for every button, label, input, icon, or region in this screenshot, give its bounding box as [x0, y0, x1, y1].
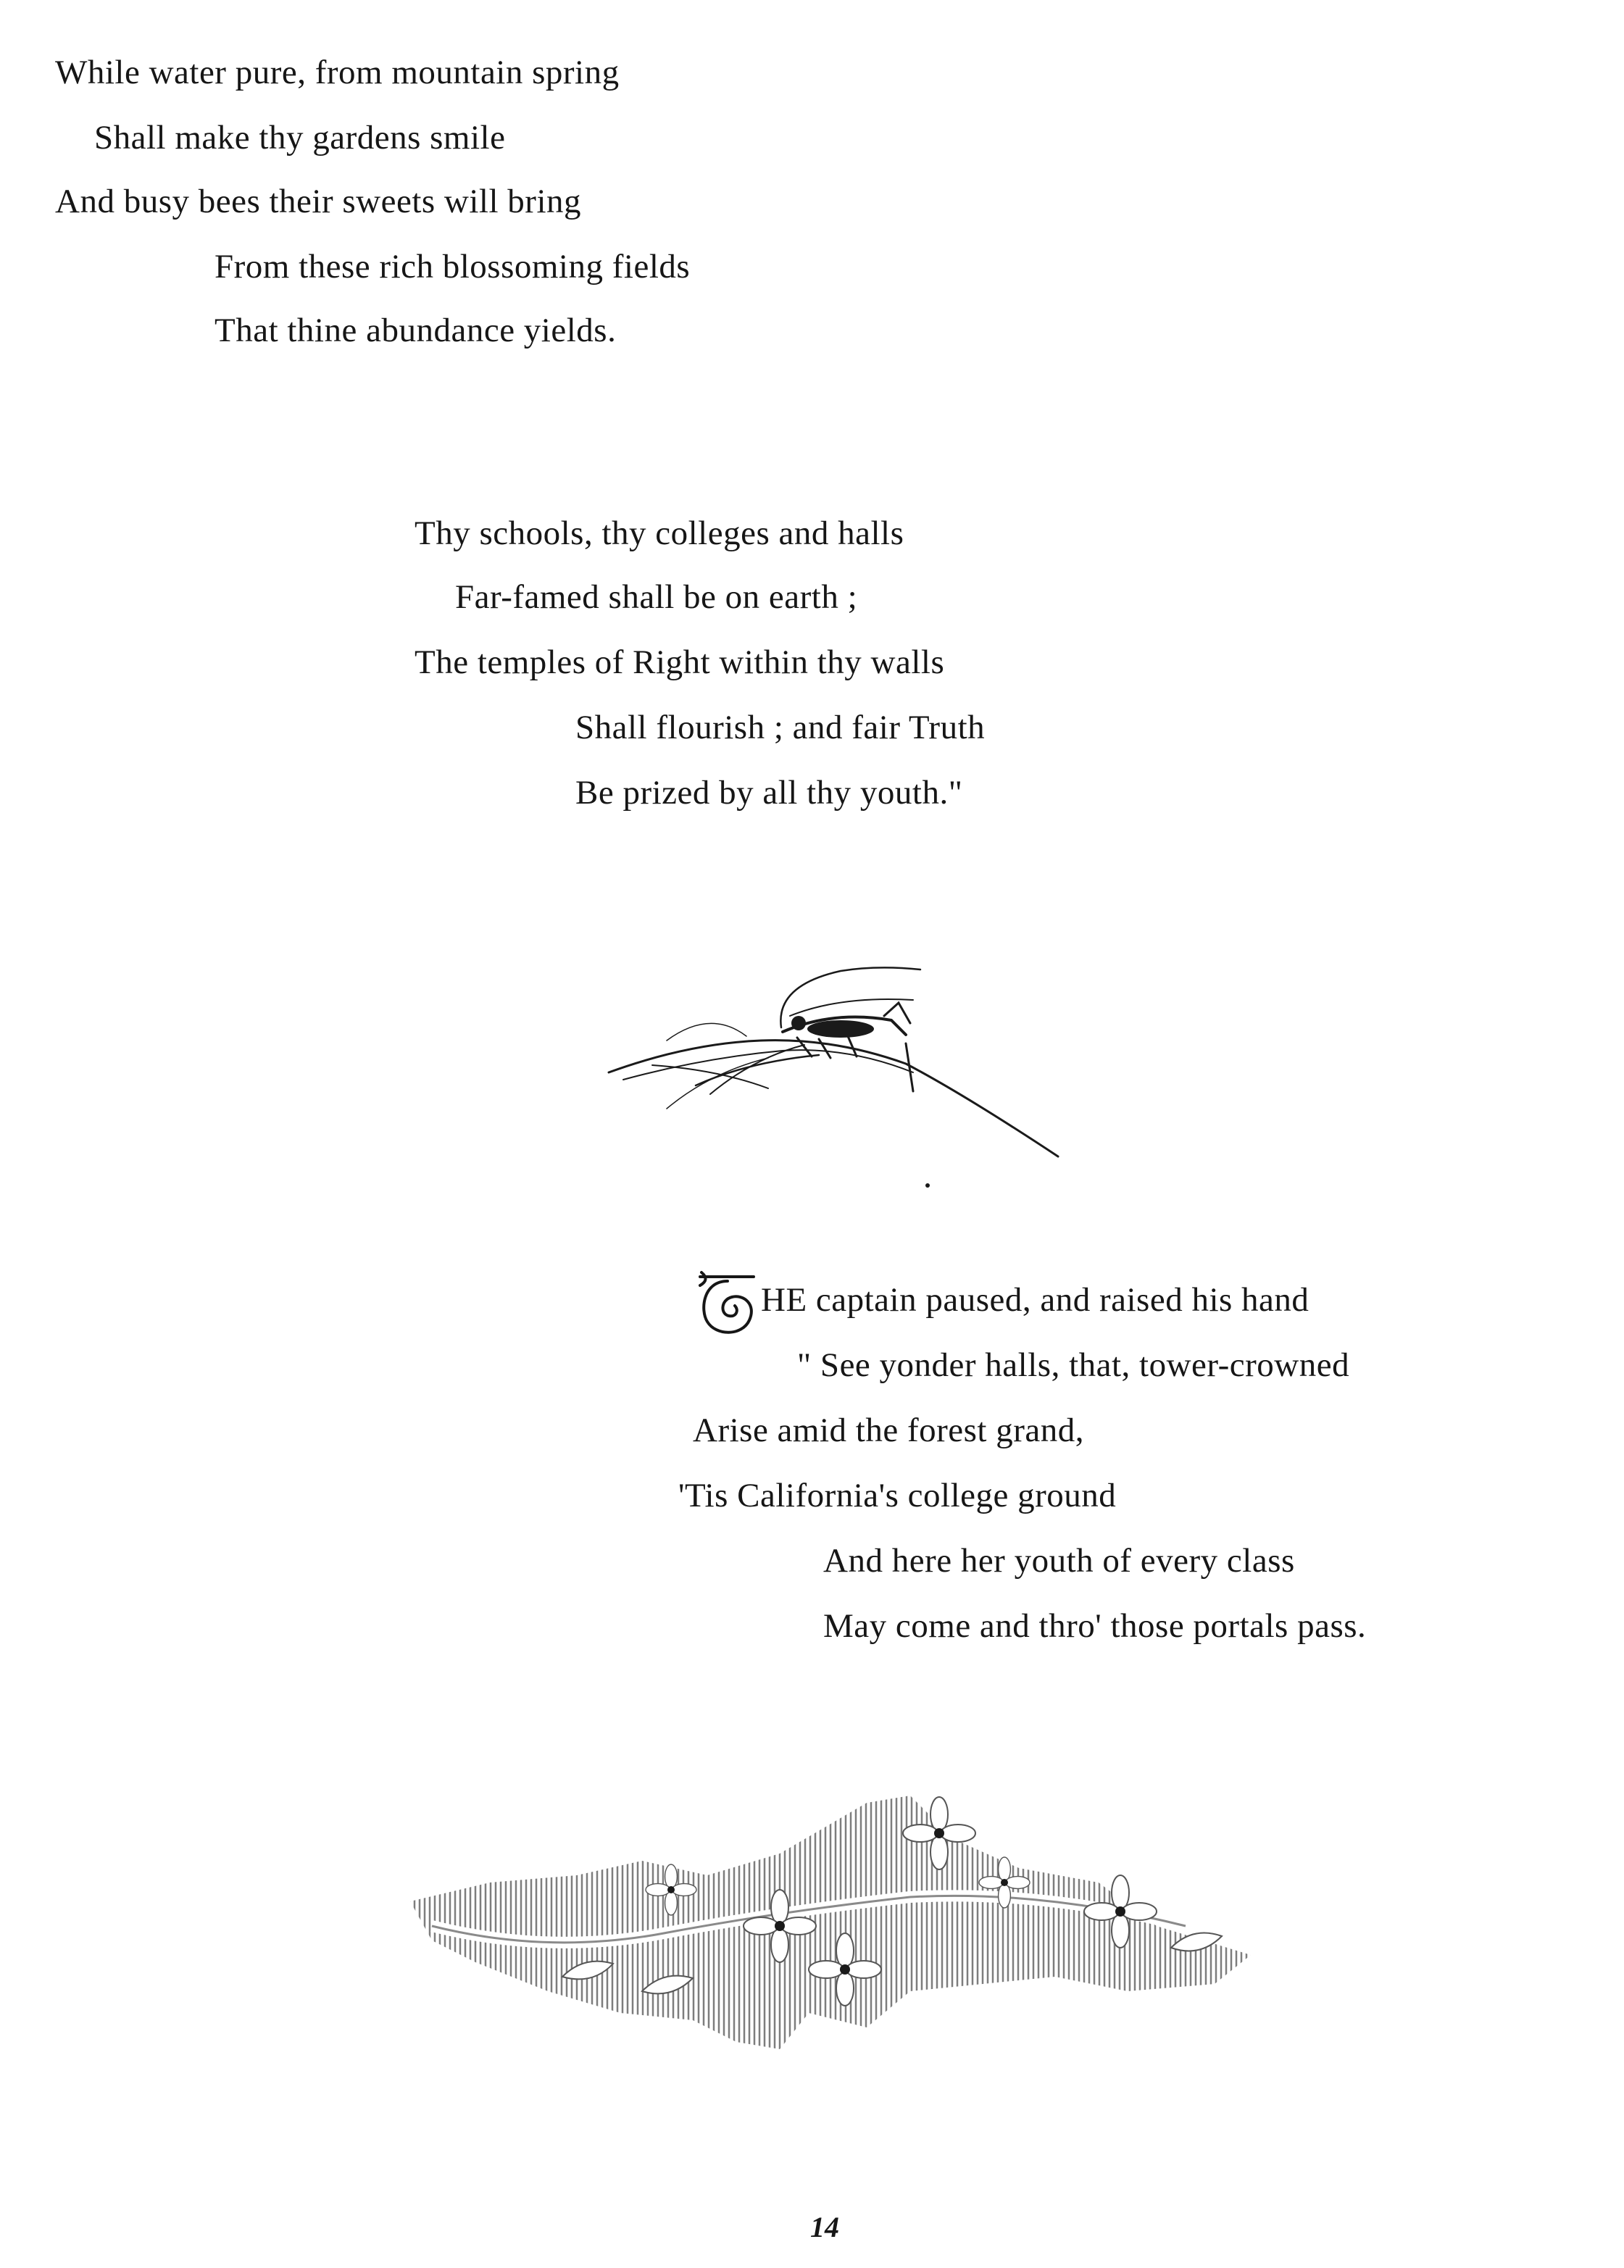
- stanza3-line-1: HE captain paused, and raised his hand: [761, 1281, 1309, 1319]
- stanza2-line-1: Thy schools, thy colleges and halls: [415, 514, 904, 552]
- stanza2-line-5: Be prized by all thy youth.": [575, 774, 963, 812]
- page-number: 14: [810, 2211, 839, 2243]
- stanza1-line-5: That thine abundance yields.: [215, 312, 617, 349]
- stanza1-line-1: While water pure, from mountain spring: [55, 54, 620, 91]
- floral-tailpiece-icon: [403, 1774, 1258, 2064]
- stanza3-line-3: Arise amid the forest grand,: [693, 1412, 1084, 1449]
- stanza3-line-5: And here her youth of every class: [823, 1542, 1295, 1580]
- stanza3-line-2: " See yonder halls, that, tower-crowned: [797, 1346, 1350, 1384]
- stanza3-line-6: May come and thro' those portals pass.: [823, 1607, 1367, 1645]
- stanza2-line-3: The temples of Right within thy walls: [415, 643, 945, 681]
- stanza1-line-3: And busy bees their sweets will bring: [55, 183, 582, 220]
- stanza2-line-2: Far-famed shall be on earth ;: [455, 578, 858, 616]
- stanza1-line-2: Shall make thy gardens smile: [94, 119, 506, 157]
- drop-cap-t-icon: [696, 1270, 758, 1339]
- stanza2-line-4: Shall flourish ; and fair Truth: [575, 709, 986, 746]
- stanza3-line-4: 'Tis California's college ground: [678, 1477, 1117, 1514]
- grasshopper-vignette-icon: [601, 956, 1065, 1203]
- stanza1-line-4: From these rich blossoming fields: [215, 248, 691, 285]
